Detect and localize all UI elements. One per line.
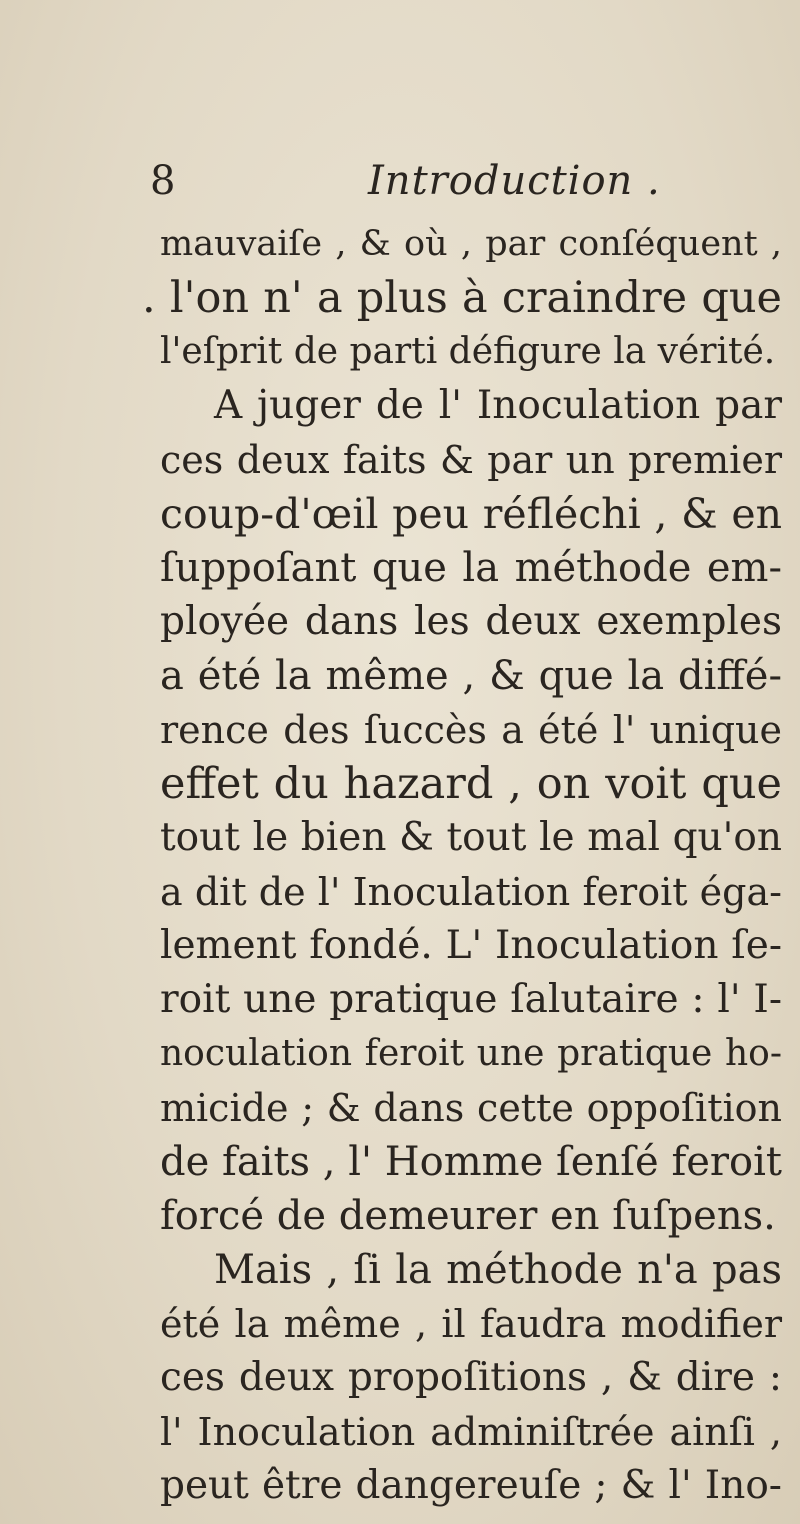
page-number: 8 — [150, 158, 176, 204]
text-line-5: ces deux faits & par un premier — [160, 438, 782, 482]
text-line-10: rence des ſuccès a été l' unique — [160, 708, 782, 752]
text-line-22: ces deux propoſitions , & dire : — [160, 1355, 782, 1400]
text-line-16: noculation feroit une pratique ho- — [160, 1033, 782, 1074]
running-title: Introduction . — [368, 158, 661, 204]
text-line-4: A juger de l' Inoculation par — [214, 383, 782, 428]
text-line-20: Mais , ſi la méthode n'a pas — [214, 1247, 782, 1293]
text-line-12: tout le bien & tout le mal qu'on — [160, 815, 782, 860]
text-line-11: effet du hazard , on voit que — [160, 759, 782, 809]
text-line-3: l'eſprit de parti défigure la vérité. — [160, 331, 776, 372]
text-line-19: forcé de demeurer en ſuſpens. — [160, 1193, 776, 1239]
text-line-8: ployée dans les deux exemples — [160, 599, 782, 644]
text-line-2: . l'on n' a plus à craindre que — [142, 273, 782, 323]
text-line-6: coup-d'œil peu réfléchi , & en — [160, 490, 782, 538]
text-line-14: lement fondé. L' Inoculation ſe- — [160, 923, 782, 968]
text-line-15: roit une pratique ſalutaire : l' I- — [160, 977, 782, 1022]
text-line-9: a été la même , & que la diffé- — [160, 653, 782, 699]
text-line-24: peut être dangereuſe ; & l' Ino- — [160, 1463, 782, 1508]
text-line-18: de faits , l' Homme ſenſé feroit — [160, 1139, 782, 1185]
running-head — [0, 156, 800, 206]
text-line-23: l' Inoculation adminiſtrée ainſi , — [160, 1410, 782, 1454]
text-line-17: micide ; & dans cette oppoſition — [160, 1086, 782, 1130]
text-line-7: ſuppoſant que la méthode em- — [160, 545, 782, 591]
text-line-1: mauvaiſe , & où , par conſéquent , — [160, 224, 782, 264]
text-line-13: a dit de l' Inoculation feroit éga- — [160, 870, 782, 914]
text-line-21: été la même , il faudra modifier — [160, 1302, 782, 1346]
